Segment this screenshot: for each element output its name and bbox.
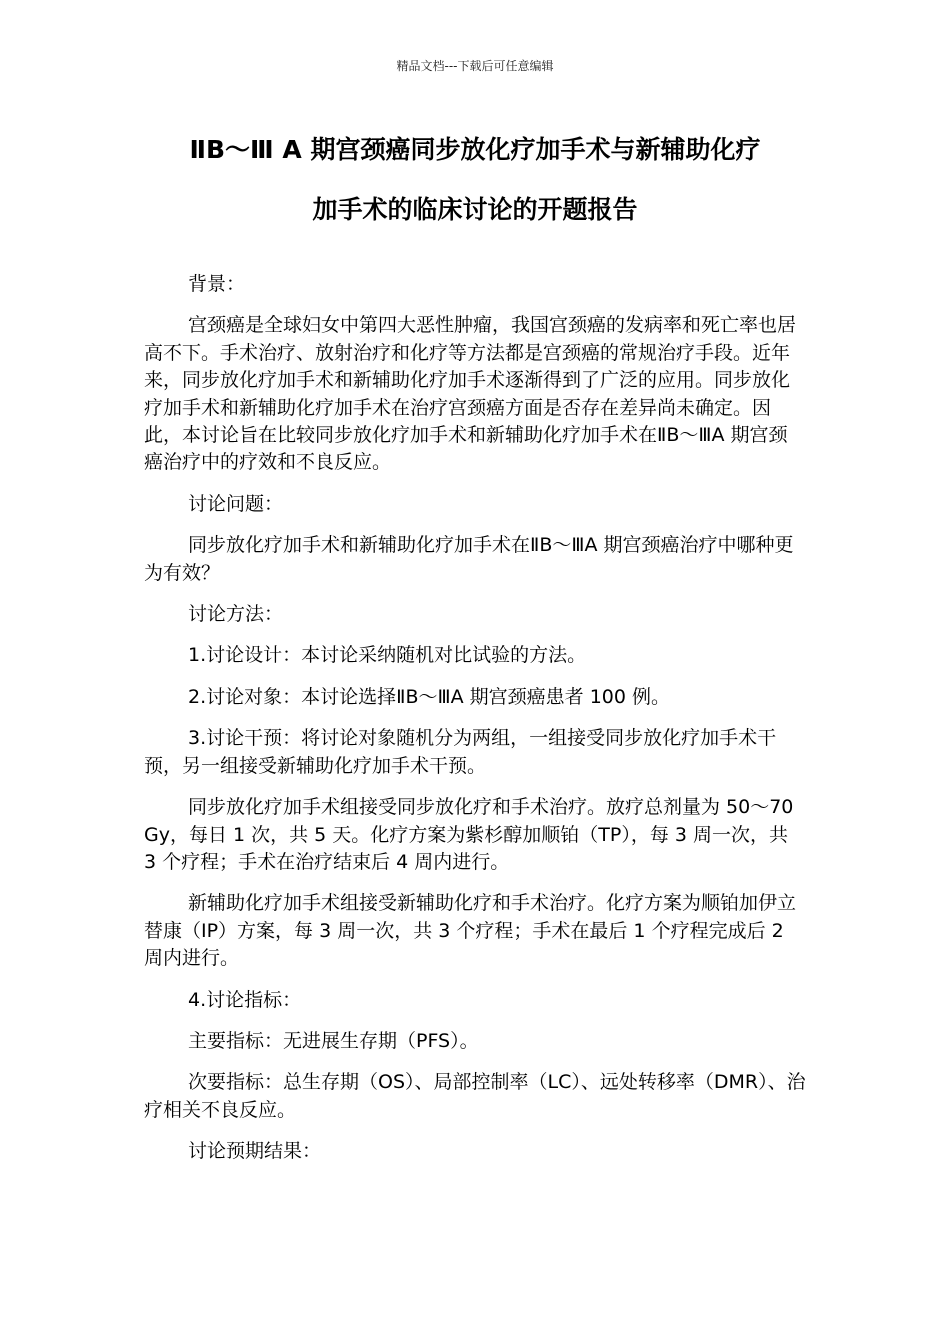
paragraph-nact-group: 新辅助化疗加手术组接受新辅助化疗和手术治疗。化疗方案为顺铂加伊立替康（IP）方案，每 3 周一次，共 3 个疗程；手术在最后 1 个疗程完成后 2 周内进行。	[144, 892, 797, 970]
section-heading-expected-results: 讨论预期结果：	[188, 1140, 322, 1163]
paragraph-primary-indicator: 主要指标：无进展生存期（PFS）。	[188, 1029, 479, 1052]
section-heading-background: 背景：	[188, 273, 246, 295]
header-note: 精品文档---下载后可任意编辑	[396, 59, 554, 73]
paragraph-background: 宫颈癌是全球妇女中第四大恶性肿瘤，我国宫颈癌的发病率和死亡率也居高不下。手术治疗、放射治疗和化疗等方法都是宫颈癌的常规治疗手段。近年来，同步放化疗加手术和新辅助化疗加手术逐渐得到了广泛的应用。同步放化疗加手术和新辅助化疗加手术在治疗宫颈癌方面是否存在差异尚未确定。因此，本讨论旨在比较同步放化疗加手术和新辅助化疗加手术在ⅡB～ⅢA 期宫颈癌治疗中的疗效和不良反应。	[144, 314, 797, 474]
paragraph-secondary-indicators: 次要指标：总生存期（OS）、局部控制率（LC）、远处转移率（DMR）、治疗相关不良反应。	[144, 1071, 806, 1121]
paragraph-ccrt-group: 同步放化疗加手术组接受同步放化疗和手术治疗。放疗总剂量为 50～70Gy，每日 1 次，共 5 天。化疗方案为紫杉醇加顺铂（TP），每 3 周一次，共 3 个疗程；手术在治疗结束后 4 周内进行。	[144, 796, 794, 873]
document-title	[130, 134, 820, 226]
title-line-1: ⅡB～Ⅲ A 期宫颈癌同步放化疗加手术与新辅助化疗	[189, 135, 761, 164]
paragraph-method-indicators: 4.讨论指标：	[188, 988, 302, 1011]
section-heading-question: 讨论问题：	[188, 492, 284, 515]
paragraph-method-subjects: 2.讨论对象：本讨论选择ⅡB～ⅢA 期宫颈癌患者 100 例。	[188, 685, 670, 708]
paragraph-method-design: 1.讨论设计：本讨论采纳随机对比试验的方法。	[188, 644, 587, 667]
paragraph-question: 同步放化疗加手术和新辅助化疗加手术在ⅡB～ⅢA 期宫颈癌治疗中哪种更为有效？	[144, 534, 794, 584]
title-line-2: 加手术的临床讨论的开题报告	[312, 195, 638, 224]
section-heading-methods: 讨论方法：	[188, 603, 284, 626]
document-body	[144, 271, 806, 1180]
paragraph-method-intervention: 3.讨论干预：将讨论对象随机分为两组，一组接受同步放化疗加手术干预，另一组接受新辅助化疗加手术干预。	[144, 727, 777, 777]
